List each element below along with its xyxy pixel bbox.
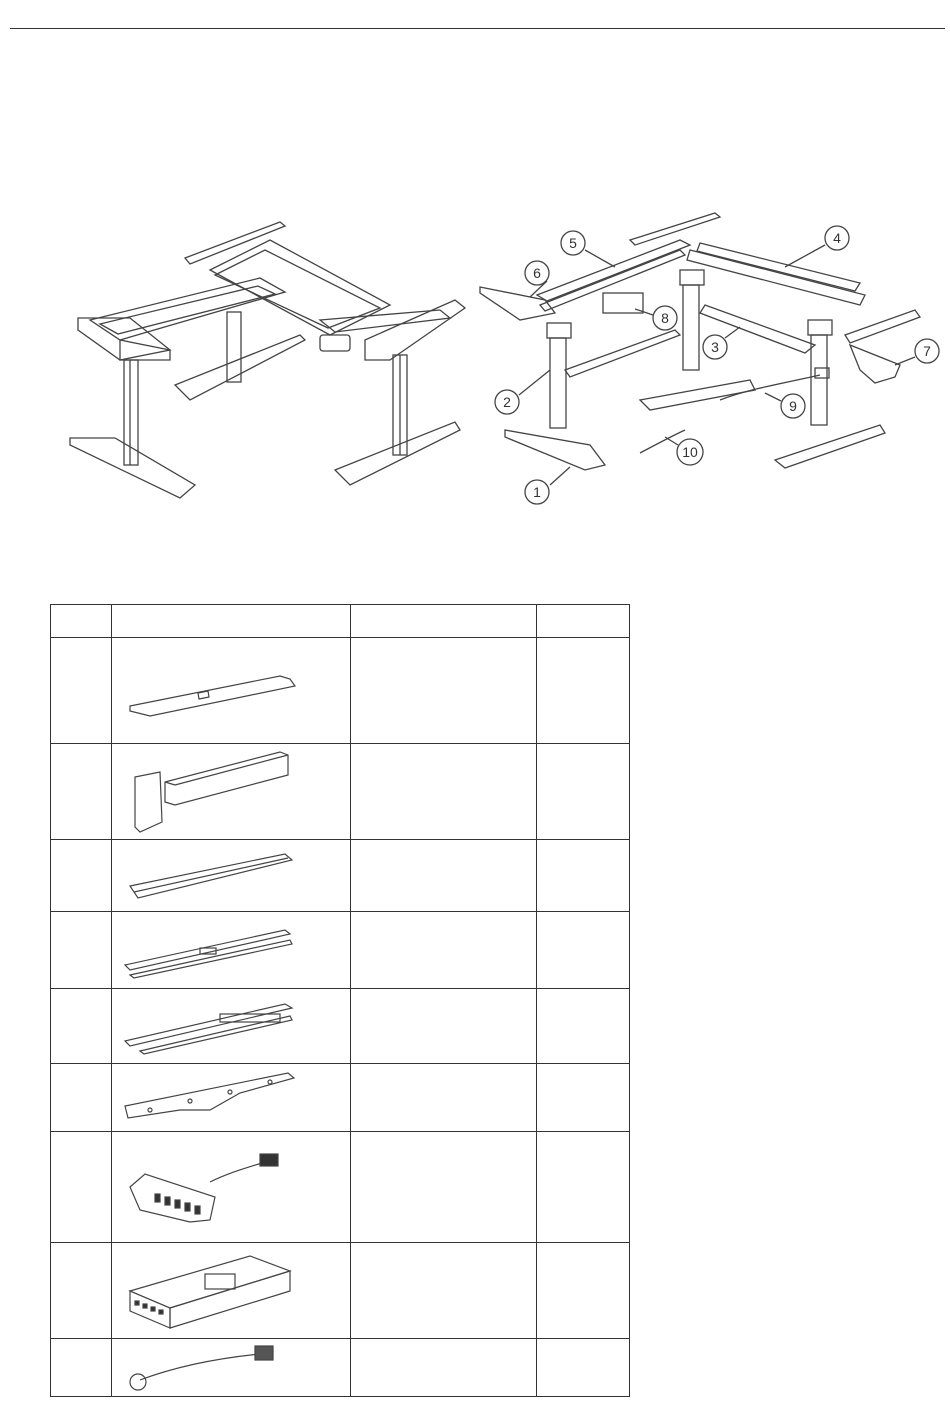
- part-crossbeam-short: [537, 240, 690, 301]
- row-description: [351, 989, 537, 1064]
- row-no: [51, 638, 112, 744]
- svg-text:3: 3: [711, 339, 719, 355]
- row-no: [51, 1132, 112, 1243]
- callout-9: [765, 393, 805, 418]
- callout-5: [561, 231, 615, 267]
- crossbeam-long-icon: [112, 912, 351, 989]
- row-qty: [537, 1064, 630, 1132]
- crossbeam-short-icon: [112, 989, 351, 1064]
- row-description: [351, 638, 537, 744]
- callout-7: [895, 339, 939, 365]
- table-row: [51, 912, 630, 989]
- row-no: [51, 840, 112, 912]
- row-qty: [537, 1243, 630, 1339]
- header-part: [112, 605, 351, 638]
- callout-4: [785, 226, 849, 267]
- support-channel-icon: [112, 840, 351, 912]
- part-foot-left: [505, 430, 605, 470]
- table-row: [51, 1339, 630, 1397]
- part-handset: [850, 345, 900, 383]
- header-no: [51, 605, 112, 638]
- callout-3: [703, 327, 740, 359]
- row-no: [51, 1064, 112, 1132]
- parts-list-table: [50, 604, 630, 1397]
- callout-2: [495, 370, 550, 414]
- row-qty: [537, 989, 630, 1064]
- part-side-bracket-right: [845, 310, 920, 343]
- row-description: [351, 840, 537, 912]
- row-description: [351, 744, 537, 840]
- foot-base-icon: [112, 638, 351, 744]
- svg-text:2: 2: [503, 394, 511, 410]
- svg-text:1: 1: [533, 484, 541, 500]
- row-description: [351, 1339, 537, 1397]
- table-row: [51, 840, 630, 912]
- svg-text:9: 9: [789, 398, 797, 414]
- header-rule: [10, 28, 945, 29]
- callout-10: [665, 437, 703, 465]
- row-no: [51, 912, 112, 989]
- assembled-frame-illustration: [60, 200, 470, 510]
- table-row: [51, 1064, 630, 1132]
- table-row: [51, 638, 630, 744]
- row-no: [51, 989, 112, 1064]
- svg-text:6: 6: [533, 265, 541, 281]
- part-power-cord: [720, 375, 820, 400]
- row-no: [51, 744, 112, 840]
- svg-text:7: 7: [923, 343, 931, 359]
- header-description: [351, 605, 537, 638]
- row-description: [351, 912, 537, 989]
- power-cord-icon: [112, 1339, 351, 1397]
- side-bracket-icon: [112, 1064, 351, 1132]
- part-column-head-left: [547, 323, 571, 338]
- table-row: [51, 1132, 630, 1243]
- callout-8: [635, 306, 677, 330]
- table-header-row: [51, 605, 630, 638]
- control-box-icon: [112, 1243, 351, 1339]
- row-qty: [537, 1132, 630, 1243]
- svg-text:4: 4: [833, 230, 841, 246]
- row-qty: [537, 1339, 630, 1397]
- table-row: [51, 1243, 630, 1339]
- header-qty: [537, 605, 630, 638]
- row-qty: [537, 744, 630, 840]
- row-qty: [537, 840, 630, 912]
- row-description: [351, 1064, 537, 1132]
- row-no: [51, 1243, 112, 1339]
- row-qty: [537, 912, 630, 989]
- row-qty: [537, 638, 630, 744]
- row-no: [51, 1339, 112, 1397]
- table-row: [51, 989, 630, 1064]
- table-row: [51, 744, 630, 840]
- lifting-column-icon: [112, 744, 351, 840]
- handset-control-icon: [112, 1132, 351, 1243]
- exploded-view-illustration: [475, 205, 945, 505]
- callout-1: [525, 467, 570, 504]
- svg-text:5: 5: [569, 235, 577, 251]
- row-description: [351, 1132, 537, 1243]
- part-lifting-column-left: [550, 338, 566, 428]
- row-description: [351, 1243, 537, 1339]
- svg-text:8: 8: [661, 310, 669, 326]
- svg-text:10: 10: [682, 444, 698, 460]
